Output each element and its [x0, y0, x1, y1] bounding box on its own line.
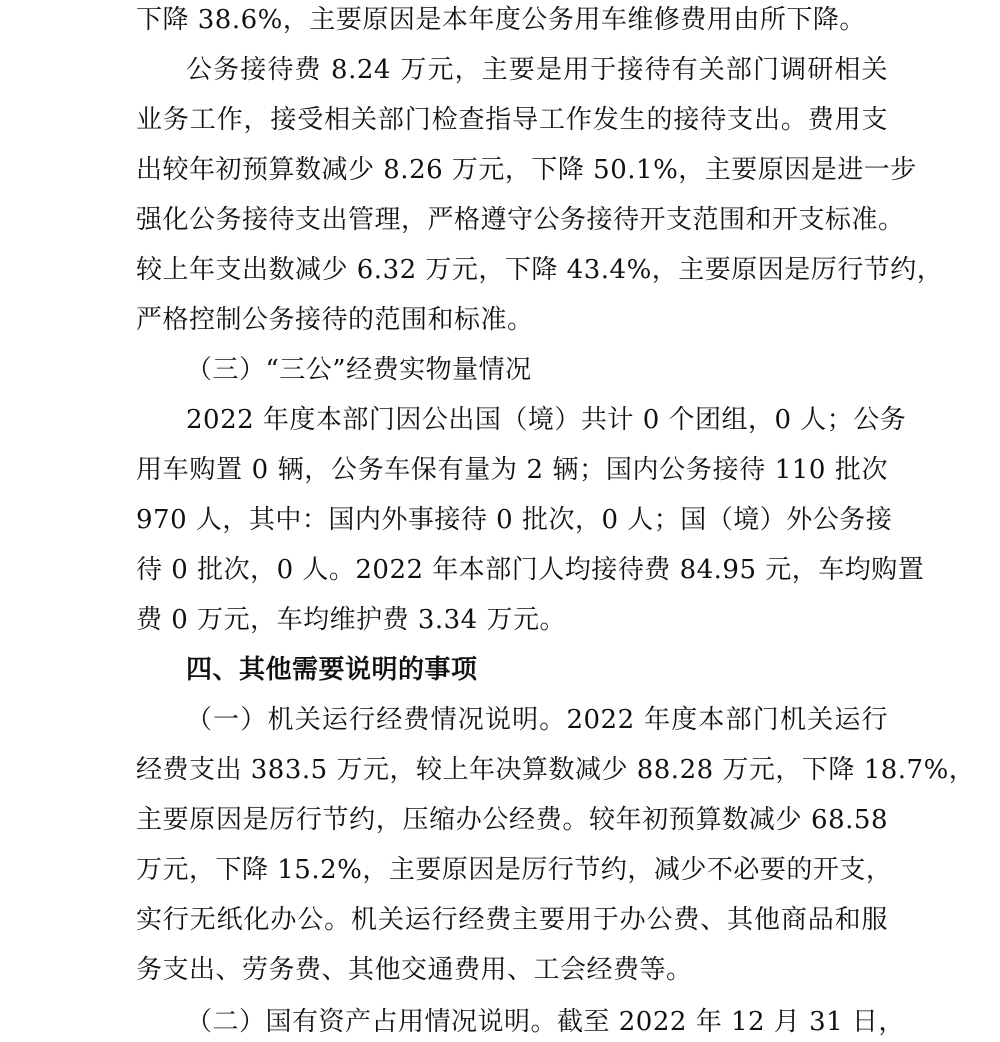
paragraph-line-10: 用车购置 0 辆，公务车保有量为 2 辆；国内公务接待 110 批次 — [136, 455, 888, 485]
paragraph-line-1: 下降 38.6%，主要原因是本年度公务用车维修费用由所下降。 — [136, 5, 866, 35]
section-heading-four: 四、其他需要说明的事项 — [186, 655, 478, 685]
paragraph-line-3: 业务工作，接受相关部门检查指导工作发生的接待支出。费用支 — [136, 105, 888, 135]
paragraph-line-7: 严格控制公务接待的范围和标准。 — [136, 305, 534, 335]
paragraph-line-18: 万元，下降 15.2%，主要原因是厉行节约，减少不必要的开支， — [136, 855, 893, 885]
paragraph-line-21: （二）国有资产占用情况说明。截至 2022 年 12 月 31 日， — [186, 1007, 905, 1037]
paragraph-line-5: 强化公务接待支出管理，严格遵守公务接待开支范围和开支标准。 — [136, 205, 905, 235]
paragraph-line-16: 经费支出 383.5 万元，较上年决算数减少 88.28 万元，下降 18.7%， — [136, 755, 976, 785]
paragraph-line-12: 待 0 批次，0 人。2022 年本部门人均接待费 84.95 元，车均购置 — [136, 555, 925, 585]
paragraph-line-20: 务支出、劳务费、其他交通费用、工会经费等。 — [136, 955, 693, 985]
paragraph-line-13: 费 0 万元，车均维护费 3.34 万元。 — [136, 605, 566, 635]
paragraph-line-17: 主要原因是厉行节约，压缩办公经费。较年初预算数减少 68.58 — [136, 805, 888, 835]
subsection-heading-three: （三）“三公”经费实物量情况 — [186, 355, 532, 385]
paragraph-line-15: （一）机关运行经费情况说明。2022 年度本部门机关运行 — [186, 705, 888, 735]
paragraph-line-4: 出较年初预算数减少 8.26 万元，下降 50.1%，主要原因是进一步 — [136, 155, 917, 185]
paragraph-line-11: 970 人，其中：国内外事接待 0 批次，0 人；国（境）外公务接 — [136, 505, 893, 535]
paragraph-line-19: 实行无纸化办公。机关运行经费主要用于办公费、其他商品和服 — [136, 905, 888, 935]
paragraph-line-2: 公务接待费 8.24 万元，主要是用于接待有关部门调研相关 — [186, 55, 888, 85]
paragraph-line-6: 较上年支出数减少 6.32 万元，下降 43.4%，主要原因是厉行节约， — [136, 255, 944, 285]
paragraph-line-9: 2022 年度本部门因公出国（境）共计 0 个团组，0 人；公务 — [186, 405, 907, 435]
